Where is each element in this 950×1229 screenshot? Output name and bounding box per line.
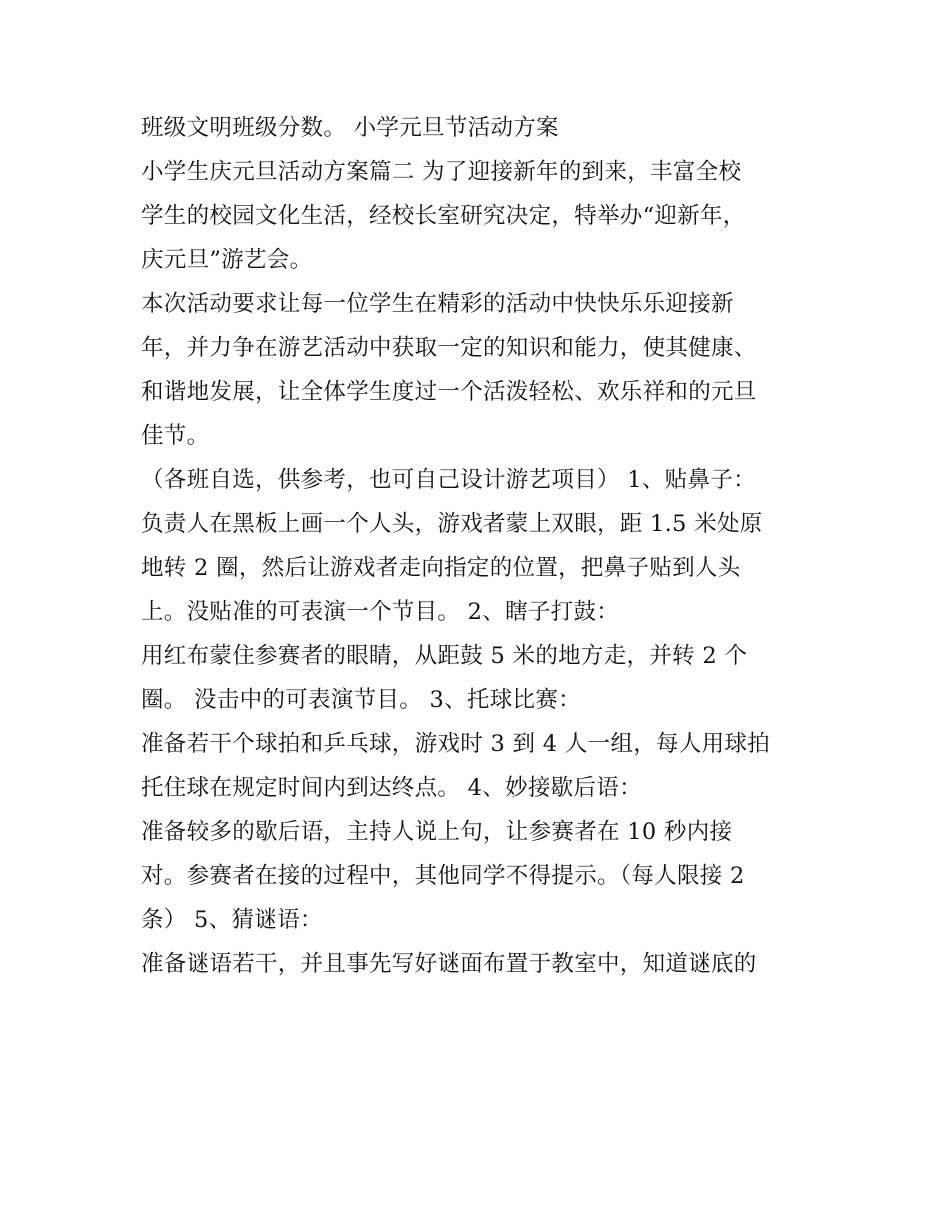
text-line: 佳节。 [141,423,210,449]
text-line: 和谐地发展，让全体学生度过一个活泼轻松、欢乐祥和的元旦 [141,379,757,405]
text-line: 本次活动要求让每一位学生在精彩的活动中快快乐乐迎接新 [141,291,734,317]
text-line: 班级文明班级分数。 小学元旦节活动方案 [141,115,559,141]
text-line: 小学生庆元旦活动方案篇二 为了迎接新年的到来，丰富全校 [141,159,742,185]
text-line: 准备较多的歇后语，主持人说上句，让参赛者在 10 秒内接 [141,819,733,845]
text-line: 对。参赛者在接的过程中，其他同学不得提示。（每人限接 2 [141,863,745,889]
text-line: 准备谜语若干，并且事先写好谜面布置于教室中，知道谜底的 [141,951,757,977]
document-body [141,106,831,986]
text-line: 地转 2 圈，然后让游戏者走向指定的位置，把鼻子贴到人头 [141,555,741,581]
text-line: 用红布蒙住参赛者的眼睛，从距鼓 5 米的地方走，并转 2 个 [141,643,748,669]
text-line: 准备若干个球拍和乒乓球，游戏时 3 到 4 人一组，每人用球拍 [141,731,771,757]
text-line: 学生的校园文化生活，经校长室研究决定，特举办“迎新年， [141,203,746,229]
text-line: （各班自选，供参考，也可自己设计游艺项目） 1、贴鼻子： [141,467,756,493]
text-line: 条） 5、猜谜语： [141,907,323,933]
text-line: 负责人在黑板上画一个人头，游戏者蒙上双眼，距 1.5 米处原 [141,511,763,537]
text-line: 上。没贴准的可表演一个节目。 2、瞎子打鼓： [141,599,620,625]
text-line: 托住球在规定时间内到达终点。 4、妙接歇后语： [141,775,642,801]
text-line: 圈。 没击中的可表演节目。 3、托球比赛： [141,687,581,713]
text-line: 庆元旦”游艺会。 [141,247,313,273]
text-line: 年，并力争在游艺活动中获取一定的知识和能力，使其健康、 [141,335,757,361]
